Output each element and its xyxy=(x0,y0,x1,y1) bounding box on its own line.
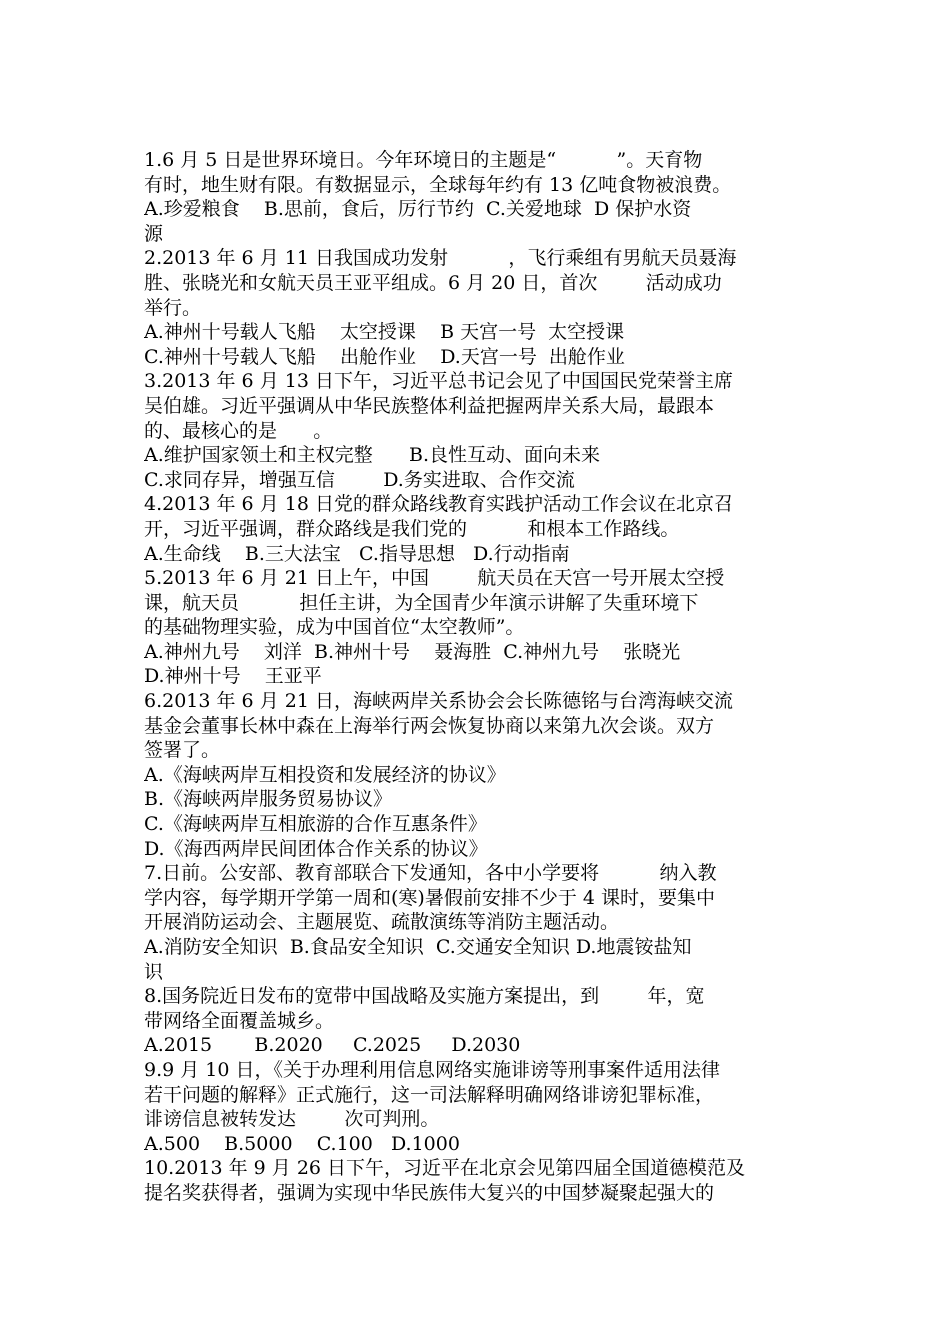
text-line: 9.9 月 10 日，《关于办理利用信息网络实施诽谤等刑事案件适用法律 xyxy=(144,1058,721,1081)
text-line: C.《海峡两岸互相旅游的合作互惠条件》 xyxy=(144,813,487,836)
text-line: A.生命线 B.三大法宝 C.指导思想 D.行动指南 xyxy=(144,542,570,565)
text-line: 的、最核心的是 。 xyxy=(144,419,333,442)
text-line: 7.日前。公安部、教育部联合下发通知，各中小学要将 纳入教 xyxy=(144,862,717,885)
document-body xyxy=(144,148,812,1206)
text-line: 提名奖获得者，强调为实现中华民族伟大复兴的中国梦凝聚起强大的 xyxy=(144,1181,715,1204)
text-line: 诽谤信息被转发达 次可判刑。 xyxy=(144,1108,440,1131)
text-line: A.500 B.5000 C.100 D.1000 xyxy=(144,1132,460,1155)
text-line: A.珍爱粮食 B.思前，食后，厉行节约 C.关爱地球 D 保护水资 xyxy=(144,198,692,221)
text-line: 3.2013 年 6 月 13 日下午，习近平总书记会见了中国国民党荣誉主席 xyxy=(144,370,733,393)
text-line: 2.2013 年 6 月 11 日我国成功发射 ，飞行乘组有男航天员聂海 xyxy=(144,247,737,270)
text-line: A.《海峡两岸互相投资和发展经济的协议》 xyxy=(144,763,506,786)
text-line: 1.6 月 5 日是世界环境日。今年环境日的主题是“ ”。天育物 xyxy=(144,149,703,171)
text-line: 8.国务院近日发布的宽带中国战略及实施方案提出，到 年，宽 xyxy=(144,985,705,1008)
text-line: 源 xyxy=(144,222,164,245)
text-line: 开，习近平强调，群众路线是我们党的 和根本工作路线。 xyxy=(144,517,680,540)
text-line: A.2015 B.2020 C.2025 D.2030 xyxy=(144,1034,521,1057)
text-line: A.神州十号载人飞船 太空授课 B 天宫一号 太空授课 xyxy=(144,321,625,344)
text-line: A.神州九号 刘洋 B.神州十号 聂海胜 C.神州九号 张晓光 xyxy=(144,640,681,663)
text-line: 举行。 xyxy=(144,296,202,319)
text-line: 4.2013 年 6 月 18 日党的群众路线教育实践护活动工作会议在北京召 xyxy=(144,493,733,516)
text-line: B.《海峡两岸服务贸易协议》 xyxy=(144,788,393,811)
text-line: 吴伯雄。习近平强调从中华民族整体利益把握两岸关系大局，最跟本 xyxy=(144,394,715,417)
text-line: C.求同存异，增强互信 D.务实进取、合作交流 xyxy=(144,468,575,491)
text-line: 6.2013 年 6 月 21 日，海峡两岸关系协会会长陈德铭与台湾海峡交流 xyxy=(144,690,733,713)
text-line: 5.2013 年 6 月 21 日上午，中国 航天员在天宫一号开展太空授 xyxy=(144,567,725,590)
text-line: D.神州十号 王亚平 xyxy=(144,665,322,688)
text-line: 带网络全面覆盖城乡。 xyxy=(144,1009,335,1032)
text-line: 10.2013 年 9 月 26 日下午，习近平在北京会见第四届全国道德模范及 xyxy=(144,1157,746,1180)
text-line: 学内容，每学期开学第一周和(寒)暑假前安排不少于 4 课时，要集中 xyxy=(144,886,715,909)
text-line: 的基础物理实验，成为中国首位“太空教师”。 xyxy=(144,616,525,639)
text-line: 基金会董事长林中森在上海举行两会恢复协商以来第九次会谈。双方 xyxy=(144,714,715,737)
text-line: 开展消防运动会、主题展览、疏散演练等消防主题活动。 xyxy=(144,911,620,934)
text-line: 识 xyxy=(144,960,164,983)
text-line: A.消防安全知识 B.食品安全知识 C.交通安全知识 D.地震铵盐知 xyxy=(144,936,692,958)
text-line: 有时，地生财有限。有数据显示，全球每年约有 13 亿吨食物被浪费。 xyxy=(144,173,732,196)
text-line: 签署了。 xyxy=(144,739,221,762)
text-line: 课，航天员 担任主讲，为全国青少年演示讲解了失重环境下 xyxy=(144,591,699,614)
text-line: C.神州十号载人飞船 出舱作业 D.天宫一号 出舱作业 xyxy=(144,345,625,368)
text-line: 若干问题的解释》正式施行，这一司法解释明确网络诽谤犯罪标准， xyxy=(144,1083,715,1106)
text-line: 胜、张晓光和女航天员王亚平组成。6 月 20 日，首次 活动成功 xyxy=(144,271,722,294)
text-line: A.维护国家领土和主权完整 B.良性互动、面向未来 xyxy=(144,444,601,467)
text-line: D.《海西两岸民间团体合作关系的协议》 xyxy=(144,837,488,860)
